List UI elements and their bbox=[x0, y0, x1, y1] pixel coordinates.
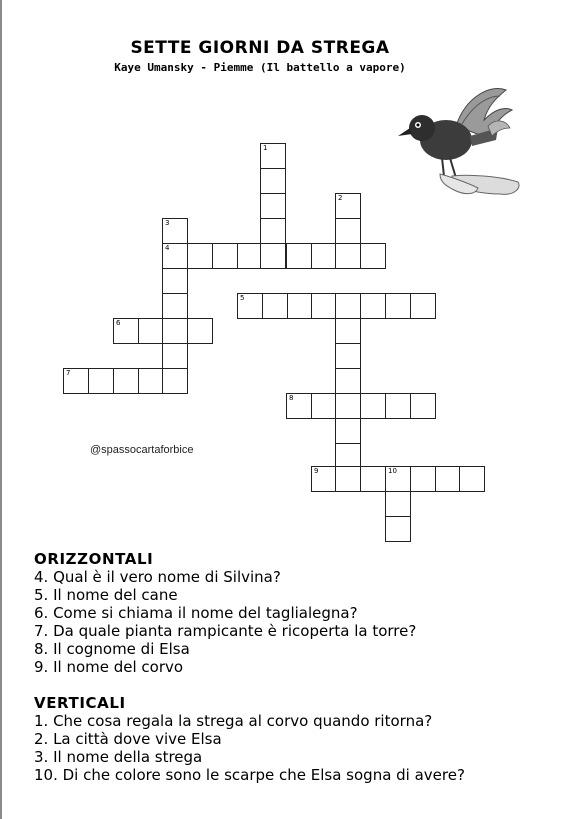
grid-cell[interactable] bbox=[262, 293, 288, 319]
across-heading: ORIZZONTALI bbox=[34, 550, 154, 568]
grid-cell[interactable] bbox=[237, 293, 263, 319]
grid-cell[interactable] bbox=[162, 368, 188, 394]
grid-cell[interactable] bbox=[260, 243, 286, 269]
grid-cell[interactable] bbox=[385, 393, 411, 419]
grid-cell[interactable] bbox=[335, 368, 361, 394]
across-clue: 6. Come si chiama il nome del taglialegna? bbox=[34, 604, 358, 622]
grid-cell[interactable] bbox=[311, 293, 337, 319]
grid-cell[interactable] bbox=[385, 293, 411, 319]
crow-icon bbox=[396, 76, 536, 216]
clues-section bbox=[34, 550, 574, 784]
grid-cell[interactable] bbox=[459, 466, 485, 492]
clue-number: 2 bbox=[338, 194, 343, 202]
grid-cell[interactable] bbox=[63, 368, 89, 394]
clue-number: 4 bbox=[165, 244, 170, 252]
clue-number: 10 bbox=[388, 467, 397, 475]
grid-cell[interactable] bbox=[335, 293, 361, 319]
grid-cell[interactable] bbox=[335, 393, 361, 419]
clue-number: 5 bbox=[240, 294, 245, 302]
spacer bbox=[34, 676, 574, 694]
page-subtitle: Kaye Umansky - Piemme (Il battello a vapore) bbox=[114, 61, 406, 74]
grid-cell[interactable] bbox=[287, 293, 313, 319]
grid-cell[interactable] bbox=[410, 293, 436, 319]
across-clue: 7. Da quale pianta rampicante è ricoperta la torre? bbox=[34, 622, 417, 640]
grid-cell[interactable] bbox=[335, 418, 361, 444]
grid-cell[interactable] bbox=[162, 318, 188, 344]
clue-number: 3 bbox=[165, 219, 170, 227]
watermark-text: @spassocartaforbice bbox=[90, 444, 194, 456]
grid-cell[interactable] bbox=[360, 293, 386, 319]
grid-cell[interactable] bbox=[335, 343, 361, 369]
across-clue: 9. Il nome del corvo bbox=[34, 658, 184, 676]
grid-cell[interactable] bbox=[410, 393, 436, 419]
grid-cell[interactable] bbox=[385, 516, 411, 542]
grid-cell[interactable] bbox=[187, 318, 213, 344]
grid-cell[interactable] bbox=[212, 243, 238, 269]
clue-number: 8 bbox=[289, 394, 294, 402]
across-clue: 4. Qual è il vero nome di Silvina? bbox=[34, 568, 281, 586]
down-clue: 2. La città dove vive Elsa bbox=[34, 730, 222, 748]
grid-cell[interactable] bbox=[410, 466, 436, 492]
grid-cell[interactable] bbox=[260, 193, 286, 219]
clue-number: 6 bbox=[116, 319, 121, 327]
grid-cell[interactable] bbox=[360, 466, 386, 492]
page-border bbox=[0, 0, 2, 819]
grid-cell[interactable] bbox=[335, 218, 361, 244]
grid-cell[interactable] bbox=[88, 368, 114, 394]
across-clue: 8. Il cognome di Elsa bbox=[34, 640, 190, 658]
grid-cell[interactable] bbox=[260, 143, 286, 169]
grid-cell[interactable] bbox=[360, 243, 386, 269]
grid-cell[interactable] bbox=[335, 193, 361, 219]
grid-cell[interactable] bbox=[335, 243, 361, 269]
down-clue: 1. Che cosa regala la strega al corvo quando ritorna? bbox=[34, 712, 433, 730]
grid-cell[interactable] bbox=[286, 393, 312, 419]
grid-cell[interactable] bbox=[260, 218, 286, 244]
grid-cell[interactable] bbox=[335, 466, 361, 492]
grid-cell[interactable] bbox=[435, 466, 461, 492]
grid-cell[interactable] bbox=[385, 491, 411, 517]
down-clue: 10. Di che colore sono le scarpe che Elsa sogna di avere? bbox=[34, 766, 465, 784]
grid-cell[interactable] bbox=[311, 393, 337, 419]
grid-cell[interactable] bbox=[138, 318, 164, 344]
clue-number: 7 bbox=[66, 369, 71, 377]
grid-cell[interactable] bbox=[311, 243, 337, 269]
grid-cell[interactable] bbox=[113, 318, 139, 344]
grid-cell[interactable] bbox=[286, 243, 312, 269]
grid-cell[interactable] bbox=[113, 368, 139, 394]
grid-cell[interactable] bbox=[187, 243, 213, 269]
grid-cell[interactable] bbox=[162, 343, 188, 369]
grid-cell[interactable] bbox=[385, 466, 411, 492]
down-clue: 3. Il nome della strega bbox=[34, 748, 203, 766]
down-heading: VERTICALI bbox=[34, 694, 126, 712]
grid-cell[interactable] bbox=[162, 268, 188, 294]
grid-cell[interactable] bbox=[138, 368, 164, 394]
grid-cell[interactable] bbox=[162, 293, 188, 319]
across-clue: 5. Il nome del cane bbox=[34, 586, 178, 604]
grid-cell[interactable] bbox=[360, 393, 386, 419]
grid-cell[interactable] bbox=[162, 243, 188, 269]
clue-number: 1 bbox=[263, 144, 268, 152]
grid-cell[interactable] bbox=[260, 168, 286, 194]
clue-number: 9 bbox=[314, 467, 319, 475]
grid-cell[interactable] bbox=[311, 466, 337, 492]
grid-cell[interactable] bbox=[335, 318, 361, 344]
page-title: SETTE GIORNI DA STREGA bbox=[130, 38, 390, 58]
grid-cell[interactable] bbox=[162, 218, 188, 244]
